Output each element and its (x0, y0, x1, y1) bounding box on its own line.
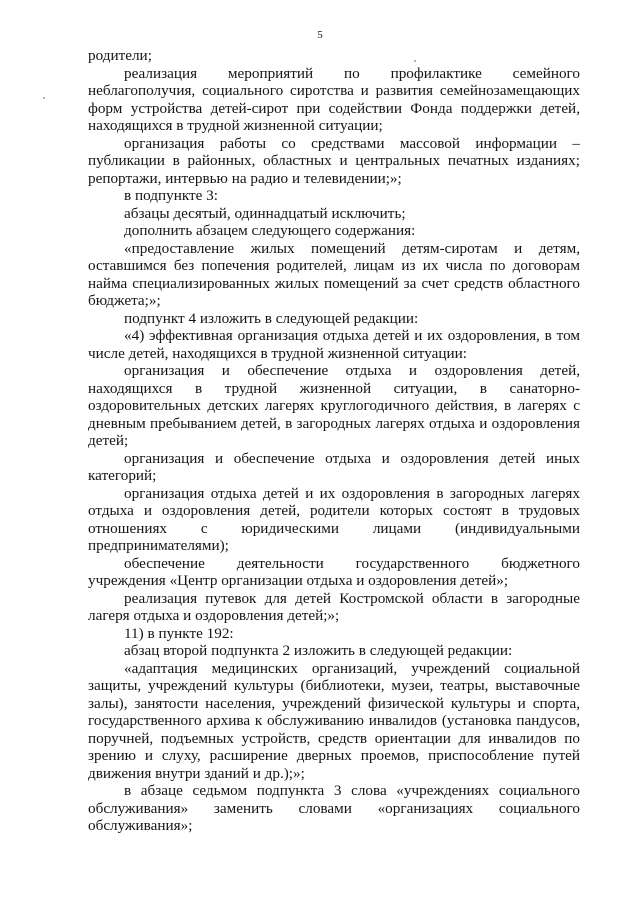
text-line: дополнить абзацем следующего содержания: (124, 222, 416, 239)
text-line: оздоровительных детских лагерях круглогодичного действия, в лагерях с (88, 397, 580, 414)
text-line: обеспечение деятельности государственного бюджетного (124, 554, 580, 572)
scan-speck (43, 97, 45, 99)
text-line: организация работы со средствами массовой информации – (124, 134, 580, 152)
text-line: учреждения «Центр организации отдыха и оздоровления детей»; (88, 572, 509, 589)
text-line: отношениях с юридическими лицами (индивидуальными (88, 519, 580, 537)
text-line: абзац второй подпункта 2 изложить в следующей редакции: (124, 642, 513, 659)
text-line: найма специализированных жилых помещений за счет средств областного (88, 274, 580, 292)
text-line: бюджета;»; (88, 292, 161, 309)
page-number: 5 (317, 29, 323, 41)
text-line: движения внутри зданий и др.);»; (88, 764, 305, 782)
text-line: зрению и слуху, расширение дверных проемов, приспособление путей (88, 747, 580, 764)
text-line: находящихся в трудной жизненной ситуации; (88, 117, 383, 134)
text-line: государственного архива к обслуживанию инвалидов (установка пандусов, (88, 712, 580, 729)
text-line: лагеря отдыха и оздоровления детей;»; (88, 607, 340, 624)
text-line: дневным пребыванием детей, в загородных лагерях отдыха и оздоровления (88, 414, 580, 432)
text-line: отдыха и оздоровления детей, родители которых состоят в трудовых (88, 502, 580, 519)
text-line: находящихся в трудной жизненной ситуации, в санаторно- (88, 379, 580, 397)
text-line: числе детей, находящихся в трудной жизненной ситуации: (88, 344, 467, 362)
text-line: «4) эффективная организация отдыха детей и их оздоровления, в том (124, 327, 580, 344)
text-line: обслуживания»; (88, 817, 193, 834)
text-line: детей; (88, 432, 129, 449)
text-line: защиты, учреждений культуры (библиотеки, музеи, театры, выставочные (88, 677, 580, 694)
text-line: в подпункте 3: (124, 187, 218, 204)
text-line: реализация путевок для детей Костромской области в загородные (124, 589, 580, 607)
text-line: «предоставление жилых помещений детям-сиротам и детям, (124, 239, 580, 257)
text-line: организация и обеспечение отдыха и оздоровления детей иных (124, 449, 580, 467)
document-body (88, 47, 580, 835)
text-line: 11) в пункте 192: (124, 624, 234, 642)
text-line: реализация мероприятий по профилактике семейного (124, 64, 580, 82)
text-line: обслуживания» заменить словами «организациях социального (88, 799, 580, 817)
text-line: подпункт 4 изложить в следующей редакции: (124, 309, 419, 327)
text-line: организация и обеспечение отдыха и оздоровления детей, (124, 362, 580, 379)
text-line: форм устройства детей-сирот при содействии Фонда поддержки детей, (88, 99, 580, 117)
text-line: предпринимателями); (88, 537, 229, 554)
text-line: репортажи, интервью на радио и телевидении;»; (88, 169, 402, 187)
text-line: оставшимся без попечения родителей, лицам из их числа по договорам (88, 257, 580, 274)
text-line: неблагополучия, социального сиротства и развития семейнозамещающих (88, 82, 580, 99)
text-line: публикации в районных, областных и центральных печатных изданиях; (88, 152, 580, 169)
text-line: организация отдыха детей и их оздоровления в загородных лагерях (124, 484, 580, 502)
text-line: залы), занятости населения, учреждений физической культуры и спорта, (88, 694, 580, 712)
text-line: в абзаце седьмом подпункта 3 слова «учреждениях социального (124, 782, 580, 799)
text-line: категорий; (88, 467, 157, 484)
scan-speck (414, 60, 416, 62)
text-line: поручней, подъемных устройств, средств ориентации для инвалидов по (88, 729, 580, 747)
text-line: абзацы десятый, одиннадцатый исключить; (124, 204, 406, 222)
text-line: «адаптация медицинских организаций, учреждений социальной (124, 659, 580, 677)
text-line: родители; (88, 47, 152, 64)
